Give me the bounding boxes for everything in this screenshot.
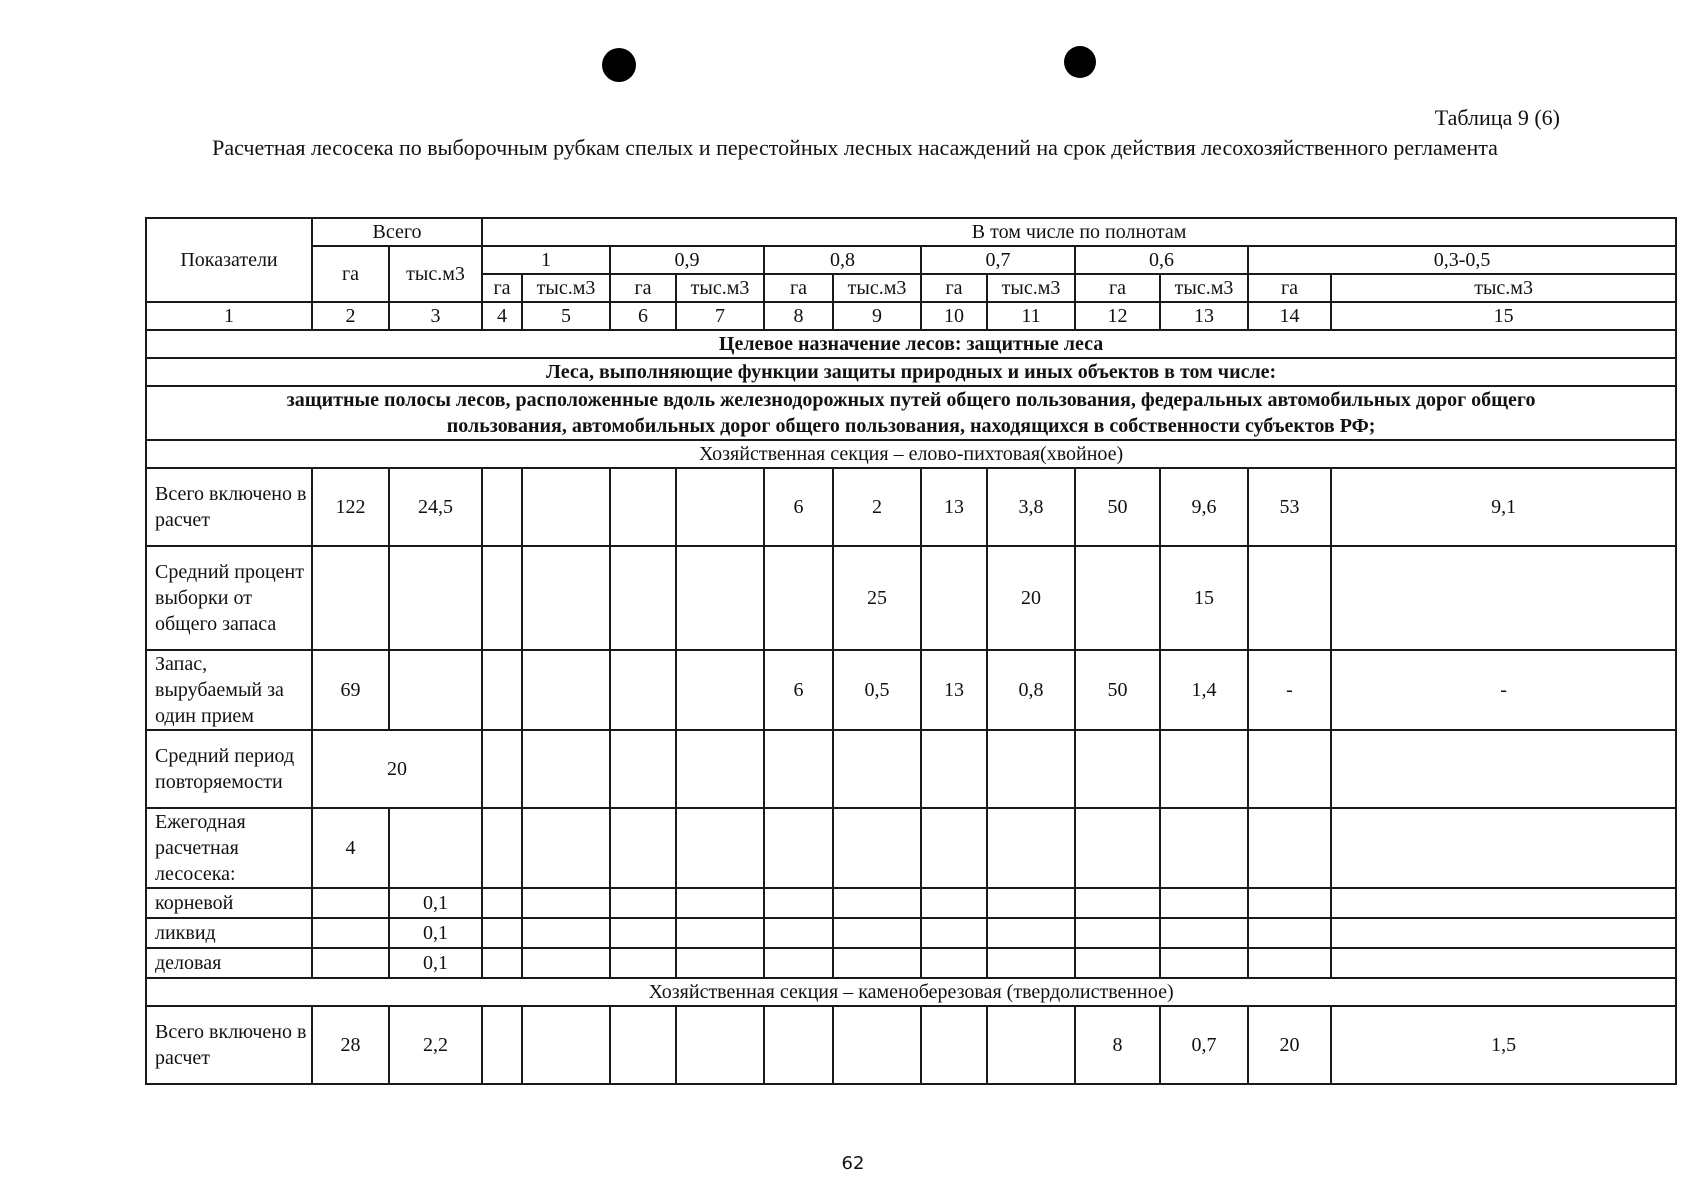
header-by-density: В том числе по полнотам <box>482 218 1676 246</box>
header-density-1: 1 <box>482 246 610 274</box>
cell <box>1160 948 1248 978</box>
cell <box>1075 948 1160 978</box>
header-unit-ha: га <box>1075 274 1160 302</box>
cell <box>987 918 1075 948</box>
forest-cut-table <box>145 217 1677 1085</box>
column-number: 13 <box>1160 302 1248 330</box>
column-number: 11 <box>987 302 1075 330</box>
cell: - <box>1248 650 1331 730</box>
cell <box>676 948 764 978</box>
cell <box>312 918 389 948</box>
cell: 50 <box>1075 650 1160 730</box>
cell <box>676 888 764 918</box>
header-unit-ha: га <box>482 274 522 302</box>
table-row <box>146 888 1676 918</box>
cell <box>1075 808 1160 888</box>
cell <box>610 546 676 650</box>
cell: 28 <box>312 1006 389 1084</box>
cell: 122 <box>312 468 389 546</box>
column-number: 6 <box>610 302 676 330</box>
cell: 0,8 <box>987 650 1075 730</box>
cell <box>1075 918 1160 948</box>
section-birch: Хозяйственная секция – каменоберезовая (твердолиственное) <box>146 978 1676 1006</box>
cell: 1,5 <box>1331 1006 1676 1084</box>
cell: 24,5 <box>389 468 482 546</box>
column-number: 12 <box>1075 302 1160 330</box>
cell <box>764 918 833 948</box>
row-label: Ежегодная расчетная лесосека: <box>146 808 312 888</box>
cell: - <box>1331 650 1676 730</box>
cell <box>833 730 921 808</box>
cell: 25 <box>833 546 921 650</box>
section-conifer-row <box>146 440 1676 468</box>
header-indicators: Показатели <box>146 218 312 302</box>
cell: 6 <box>764 468 833 546</box>
cell: 0,1 <box>389 948 482 978</box>
cell <box>676 546 764 650</box>
cell <box>610 808 676 888</box>
cell <box>676 918 764 948</box>
cell <box>482 546 522 650</box>
section-strips: защитные полосы лесов, расположенные вдоль железнодорожных путей общего пользования, федеральных автомобильных дорог общего пользования, автомобильных дорог общего пользования, находящихся в собственности субъектов РФ; <box>146 386 1676 440</box>
cell: 8 <box>1075 1006 1160 1084</box>
column-number: 9 <box>833 302 921 330</box>
section-strips-row <box>146 386 1676 440</box>
row-label: Всего включено в расчет <box>146 1006 312 1084</box>
cell <box>764 948 833 978</box>
cell <box>676 808 764 888</box>
header-total-volume: тыс.м3 <box>389 246 482 302</box>
cell <box>522 1006 610 1084</box>
cell: 20 <box>1248 1006 1331 1084</box>
cell <box>1160 918 1248 948</box>
cell: 1,4 <box>1160 650 1248 730</box>
header-row-2 <box>146 246 1676 274</box>
cell <box>1248 948 1331 978</box>
cell <box>921 546 987 650</box>
cell <box>833 888 921 918</box>
page-number: 62 <box>841 1153 865 1174</box>
cell <box>1331 808 1676 888</box>
cell <box>833 918 921 948</box>
cell <box>921 730 987 808</box>
header-unit-ha: га <box>610 274 676 302</box>
table-row <box>146 1006 1676 1084</box>
cell <box>987 808 1075 888</box>
cell <box>1160 888 1248 918</box>
row-label: Всего включено в расчет <box>146 468 312 546</box>
cell: 15 <box>1160 546 1248 650</box>
cell <box>1160 808 1248 888</box>
header-row-1 <box>146 218 1676 246</box>
cell <box>1160 730 1248 808</box>
header-density-0-6: 0,6 <box>1075 246 1248 274</box>
table-row <box>146 650 1676 730</box>
cell <box>522 948 610 978</box>
cell <box>1331 888 1676 918</box>
section-birch-row <box>146 978 1676 1006</box>
table-row <box>146 546 1676 650</box>
header-density-0-7: 0,7 <box>921 246 1075 274</box>
cell <box>522 918 610 948</box>
cell: 0,7 <box>1160 1006 1248 1084</box>
cell: 0,1 <box>389 888 482 918</box>
row-label: Запас, вырубаемый за один прием <box>146 650 312 730</box>
column-number: 5 <box>522 302 610 330</box>
cell: 13 <box>921 650 987 730</box>
cell <box>610 1006 676 1084</box>
section-conifer: Хозяйственная секция – елово-пихтовая(хвойное) <box>146 440 1676 468</box>
cell: 9,1 <box>1331 468 1676 546</box>
cell <box>1075 546 1160 650</box>
header-density-0-9: 0,9 <box>610 246 764 274</box>
table-row <box>146 468 1676 546</box>
cell <box>312 948 389 978</box>
cell <box>312 546 389 650</box>
table-title: Расчетная лесосека по выборочным рубкам спелых и перестойных лесных насаждений на срок действия лесохозяйственного регламента <box>212 135 1498 160</box>
cell <box>389 650 482 730</box>
cell <box>522 546 610 650</box>
cell <box>921 888 987 918</box>
cell <box>610 730 676 808</box>
row-label: деловая <box>146 948 312 978</box>
cell: 2,2 <box>389 1006 482 1084</box>
cell <box>676 730 764 808</box>
row-label: Средний процент выборки от общего запаса <box>146 546 312 650</box>
cell <box>764 730 833 808</box>
cell <box>833 808 921 888</box>
cell <box>676 650 764 730</box>
header-unit-ha: га <box>921 274 987 302</box>
cell <box>389 546 482 650</box>
cell <box>676 1006 764 1084</box>
cell <box>610 918 676 948</box>
header-unit-volume: тыс.м3 <box>1160 274 1248 302</box>
column-number: 3 <box>389 302 482 330</box>
column-number-row <box>146 302 1676 330</box>
column-number: 10 <box>921 302 987 330</box>
cell: 20 <box>987 546 1075 650</box>
section-function: Леса, выполняющие функции защиты природных и иных объектов в том числе: <box>146 358 1676 386</box>
cell: 0,1 <box>389 918 482 948</box>
cell <box>482 1006 522 1084</box>
cell <box>482 650 522 730</box>
cell <box>312 888 389 918</box>
cell <box>1075 730 1160 808</box>
cell <box>482 918 522 948</box>
cell <box>921 918 987 948</box>
header-density-0-8: 0,8 <box>764 246 921 274</box>
cell <box>522 650 610 730</box>
table-row <box>146 948 1676 978</box>
cell: 13 <box>921 468 987 546</box>
cell <box>987 1006 1075 1084</box>
punch-hole-left <box>602 48 636 82</box>
cell <box>833 948 921 978</box>
column-number: 2 <box>312 302 389 330</box>
row-label: Средний период повторяемости <box>146 730 312 808</box>
cell <box>676 468 764 546</box>
cell <box>764 1006 833 1084</box>
cell <box>610 468 676 546</box>
header-unit-volume: тыс.м3 <box>833 274 921 302</box>
cell <box>1075 888 1160 918</box>
section-function-row <box>146 358 1676 386</box>
header-unit-ha: га <box>764 274 833 302</box>
header-total: Всего <box>312 218 482 246</box>
column-number: 1 <box>146 302 312 330</box>
header-unit-volume: тыс.м3 <box>676 274 764 302</box>
column-number: 8 <box>764 302 833 330</box>
cell <box>1331 730 1676 808</box>
cell <box>482 948 522 978</box>
cell <box>1331 948 1676 978</box>
column-number: 14 <box>1248 302 1331 330</box>
cell <box>1248 888 1331 918</box>
header-unit-volume: тыс.м3 <box>987 274 1075 302</box>
cell <box>482 808 522 888</box>
cell: 3,8 <box>987 468 1075 546</box>
cell <box>1248 730 1331 808</box>
cell <box>921 948 987 978</box>
cell <box>522 730 610 808</box>
cell: 69 <box>312 650 389 730</box>
cell <box>833 1006 921 1084</box>
cell: 2 <box>833 468 921 546</box>
cell <box>764 546 833 650</box>
header-total-ha: га <box>312 246 389 302</box>
header-unit-ha: га <box>1248 274 1331 302</box>
column-number: 15 <box>1331 302 1676 330</box>
cell <box>1248 808 1331 888</box>
cell <box>1248 918 1331 948</box>
cell <box>389 808 482 888</box>
cell <box>987 948 1075 978</box>
cell <box>921 808 987 888</box>
cell: 53 <box>1248 468 1331 546</box>
cell <box>482 468 522 546</box>
punch-hole-right <box>1064 46 1096 78</box>
table-row <box>146 730 1676 808</box>
cell <box>482 888 522 918</box>
column-number: 4 <box>482 302 522 330</box>
table-row <box>146 918 1676 948</box>
cell <box>987 888 1075 918</box>
header-unit-volume: тыс.м3 <box>522 274 610 302</box>
row-label: корневой <box>146 888 312 918</box>
cell: 6 <box>764 650 833 730</box>
cell: 20 <box>312 730 482 808</box>
table-number: Таблица 9 (6) <box>1434 105 1560 130</box>
cell <box>522 888 610 918</box>
column-number: 7 <box>676 302 764 330</box>
cell <box>764 888 833 918</box>
cell <box>921 1006 987 1084</box>
cell: 9,6 <box>1160 468 1248 546</box>
cell <box>522 468 610 546</box>
cell <box>1331 918 1676 948</box>
cell: 0,5 <box>833 650 921 730</box>
cell <box>610 948 676 978</box>
cell <box>610 650 676 730</box>
cell <box>987 730 1075 808</box>
section-purpose: Целевое назначение лесов: защитные леса <box>146 330 1676 358</box>
header-unit-volume: тыс.м3 <box>1331 274 1676 302</box>
cell <box>610 888 676 918</box>
cell <box>482 730 522 808</box>
row-label: ликвид <box>146 918 312 948</box>
table-row <box>146 808 1676 888</box>
cell: 50 <box>1075 468 1160 546</box>
cell <box>1248 546 1331 650</box>
section-purpose-row <box>146 330 1676 358</box>
header-density-0-3-0-5: 0,3-0,5 <box>1248 246 1676 274</box>
cell <box>1331 546 1676 650</box>
cell <box>522 808 610 888</box>
cell <box>764 808 833 888</box>
cell: 4 <box>312 808 389 888</box>
